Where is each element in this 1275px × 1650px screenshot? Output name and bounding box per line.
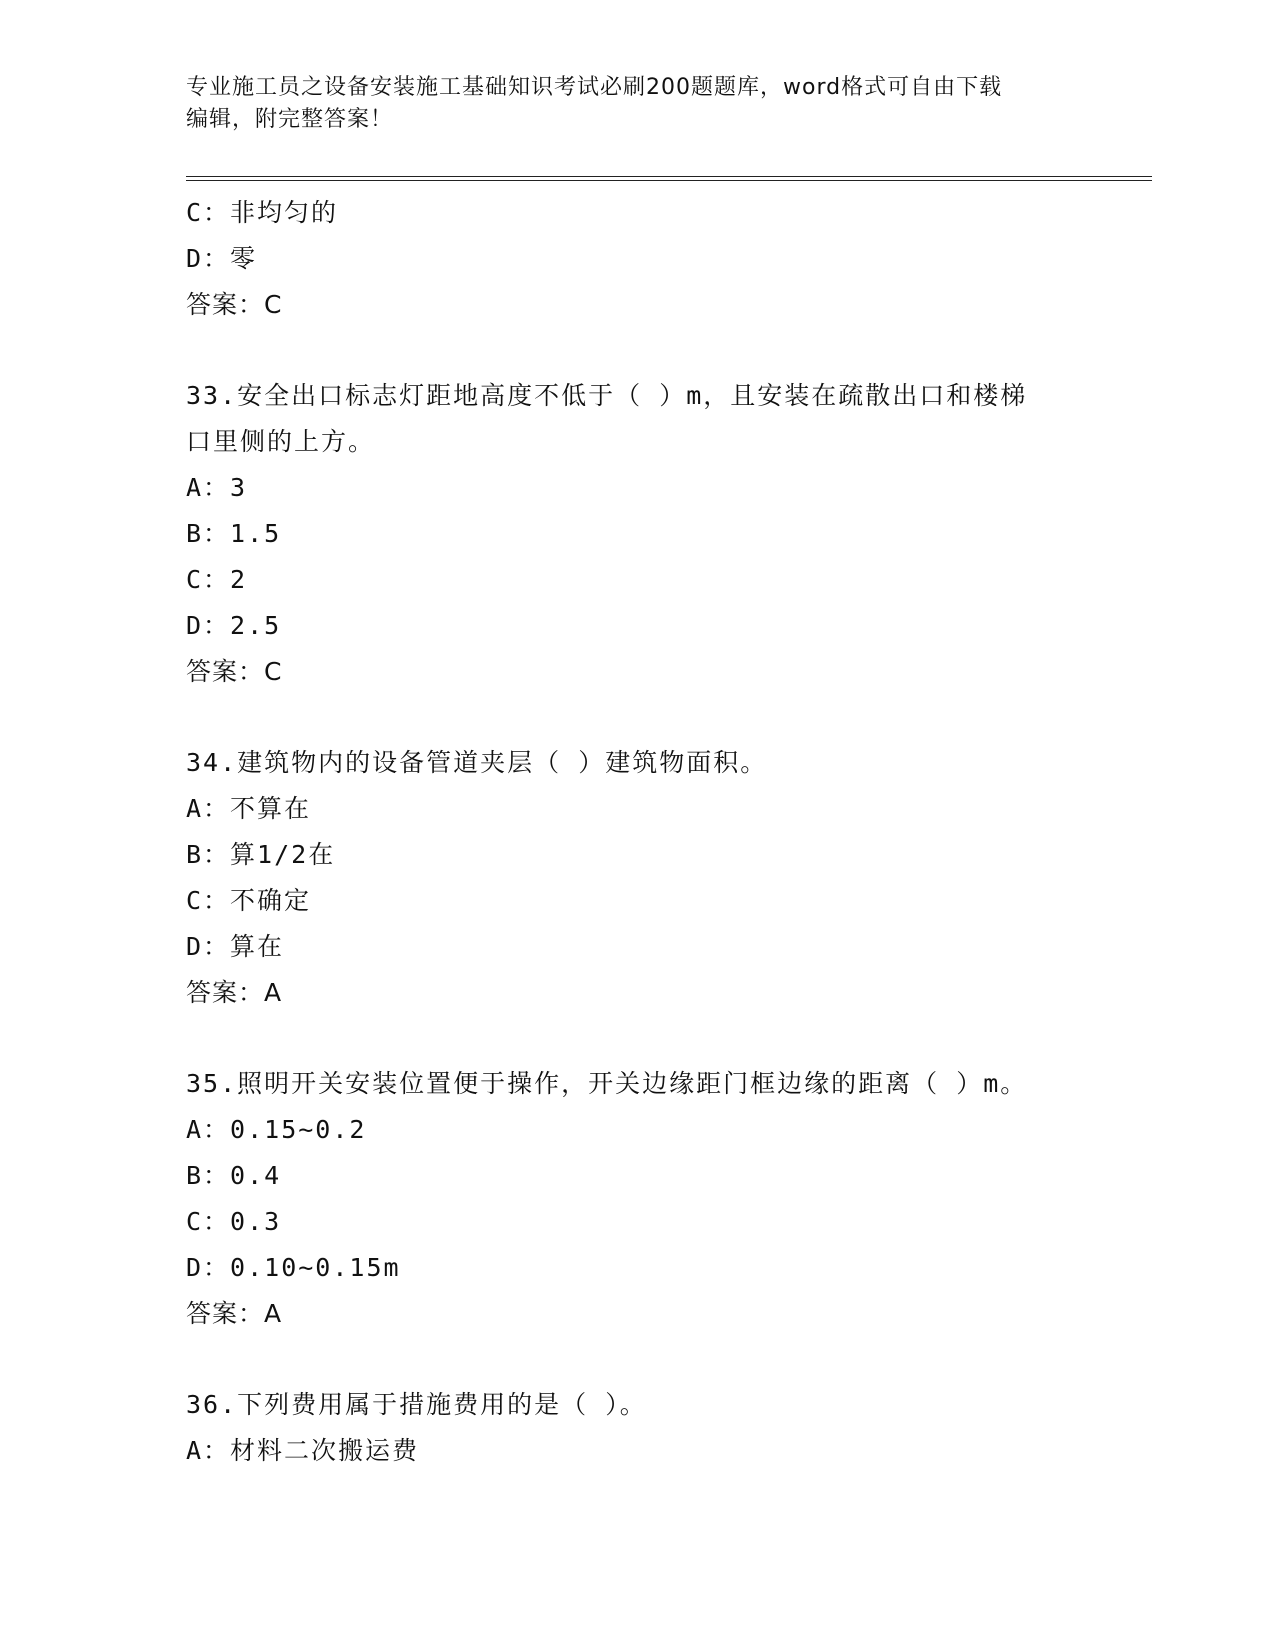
option-d: D：算在 <box>186 932 285 961</box>
question-stem: 34.建筑物内的设备管道夹层（ ）建筑物面积。 <box>186 748 768 777</box>
question-stem: 口里侧的上方。 <box>186 427 376 456</box>
question-34 <box>186 740 1152 1016</box>
answer-label: 答案：A <box>186 1299 283 1328</box>
option-d: D：2.5 <box>186 611 282 640</box>
question-32-continued <box>186 190 1152 328</box>
question-35 <box>186 1061 1152 1337</box>
option-b: B：0.4 <box>186 1161 282 1190</box>
answer-label: 答案：A <box>186 978 283 1007</box>
option-a: A：不算在 <box>186 794 312 823</box>
answer-label: 答案：C <box>186 657 283 686</box>
header-title-line-1: 专业施工员之设备安装施工基础知识考试必刷200题题库，word格式可自由下载 <box>186 75 1003 100</box>
document-header <box>186 72 1066 136</box>
answer-label: 答案：C <box>186 290 283 319</box>
question-gap <box>186 1016 1152 1061</box>
header-title-line-2: 编辑，附完整答案！ <box>186 107 394 132</box>
question-gap <box>186 695 1152 740</box>
header-double-rule <box>186 176 1152 181</box>
option-c: C：0.3 <box>186 1207 282 1236</box>
option-b: B：1.5 <box>186 519 282 548</box>
option-c: C：2 <box>186 565 248 594</box>
option-c: C：不确定 <box>186 886 312 915</box>
option-a: A：3 <box>186 473 248 502</box>
question-gap <box>186 1337 1152 1382</box>
question-list <box>186 190 1152 1474</box>
option-c: C：非均匀的 <box>186 198 339 227</box>
question-stem: 36.下列费用属于措施费用的是（ ）。 <box>186 1390 647 1419</box>
option-d: D：零 <box>186 244 258 273</box>
question-33 <box>186 373 1152 695</box>
option-a: A：0.15~0.2 <box>186 1115 367 1144</box>
option-a: A：材料二次搬运费 <box>186 1436 420 1465</box>
question-stem: 33.安全出口标志灯距地高度不低于（ ）m，且安装在疏散出口和楼梯 <box>186 381 1028 410</box>
question-36 <box>186 1382 1152 1474</box>
question-gap <box>186 328 1152 373</box>
option-d: D：0.10~0.15m <box>186 1253 401 1282</box>
question-stem: 35.照明开关安装位置便于操作，开关边缘距门框边缘的距离（ ）m。 <box>186 1069 1028 1098</box>
option-b: B：算1/2在 <box>186 840 336 869</box>
